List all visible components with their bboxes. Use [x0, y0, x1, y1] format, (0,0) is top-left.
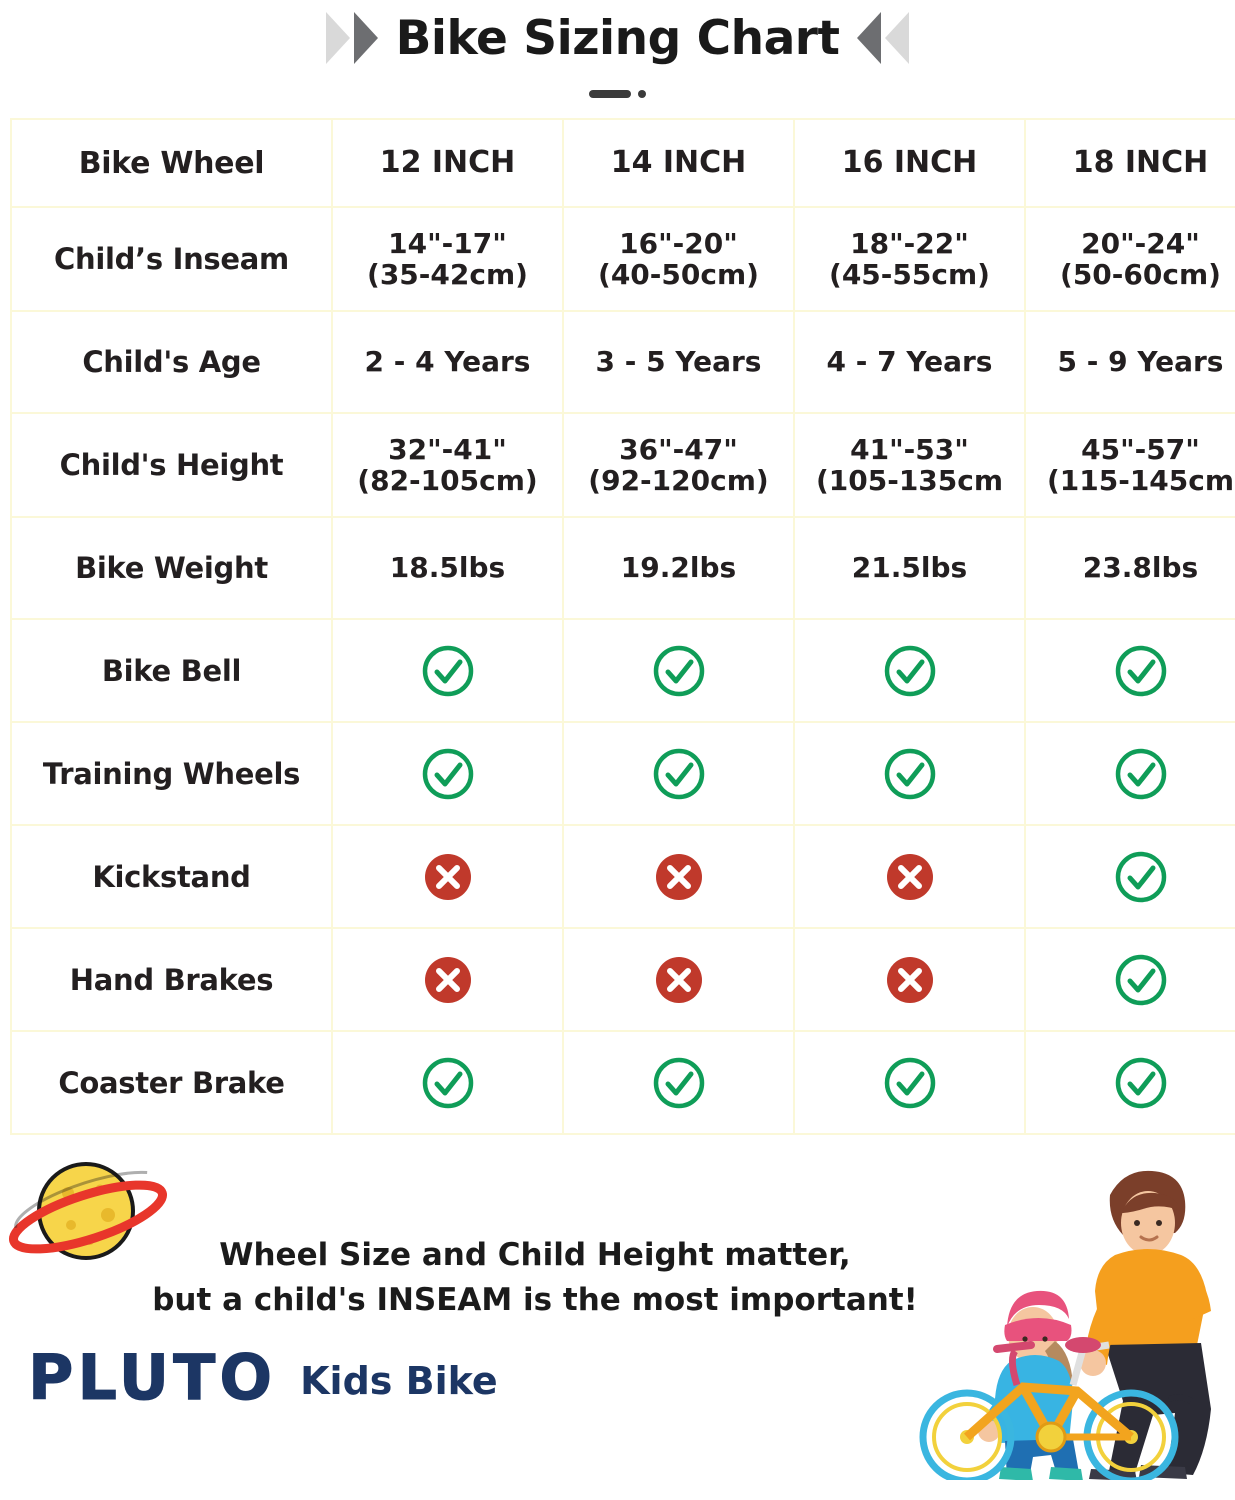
cell-1-4: 20"-24" (50-60cm): [1025, 207, 1235, 311]
cross-circle-icon: [652, 859, 706, 892]
cross-circle-icon: [883, 859, 937, 892]
cell-5-4: [1025, 619, 1235, 722]
bike-sizing-table: [10, 118, 1235, 1135]
check-circle-icon: [883, 756, 937, 789]
cell-6-4: [1025, 722, 1235, 825]
cell-2-2: 3 - 5 Years: [563, 311, 794, 413]
page-footer: [0, 1135, 1235, 1480]
cell-9-1: [332, 1031, 563, 1134]
row-label: Training Wheels: [11, 722, 332, 825]
column-header-1: 12 INCH: [332, 119, 563, 207]
cell-4-3: 21.5lbs: [794, 517, 1025, 619]
cross-circle-icon: [883, 962, 937, 995]
divider-dash: [589, 90, 631, 98]
divider-dot: [638, 90, 646, 98]
check-circle-icon: [421, 756, 475, 789]
cell-6-1: [332, 722, 563, 825]
sizing-table-wrapper: [10, 118, 1235, 1135]
cell-2-4: 5 - 9 Years: [1025, 311, 1235, 413]
column-header-2: 14 INCH: [563, 119, 794, 207]
cell-6-3: [794, 722, 1025, 825]
cell-9-4: [1025, 1031, 1235, 1134]
cell-4-2: 19.2lbs: [563, 517, 794, 619]
check-circle-icon: [1114, 756, 1168, 789]
brand-subtitle: Kids Bike: [300, 1359, 498, 1403]
chevron-group-left: [326, 12, 378, 64]
table-row: [11, 517, 1235, 619]
check-circle-icon: [652, 1065, 706, 1098]
brand-lockup: [28, 1341, 498, 1414]
check-circle-icon: [652, 756, 706, 789]
table-row: [11, 413, 1235, 517]
cell-2-3: 4 - 7 Years: [794, 311, 1025, 413]
cell-3-4: 45"-57" (115-145cm: [1025, 413, 1235, 517]
row-label: Kickstand: [11, 825, 332, 928]
cell-5-1: [332, 619, 563, 722]
cell-7-2: [563, 825, 794, 928]
page-title: Bike Sizing Chart: [395, 10, 840, 66]
row-label: Bike Bell: [11, 619, 332, 722]
brand-name: PLUTO: [28, 1341, 277, 1414]
footer-note-line2: but a child's INSEAM is the most important!: [152, 1281, 918, 1318]
page-header: [0, 0, 1235, 70]
footer-note-line1: Wheel Size and Child Height matter,: [219, 1237, 851, 1273]
cell-8-2: [563, 928, 794, 1031]
chevron-right-icon: [326, 12, 350, 64]
cell-6-2: [563, 722, 794, 825]
table-row: [11, 207, 1235, 311]
cell-5-2: [563, 619, 794, 722]
cell-7-3: [794, 825, 1025, 928]
check-circle-icon: [652, 653, 706, 686]
title-divider: [0, 70, 1235, 118]
cell-1-3: 18"-22" (45-55cm): [794, 207, 1025, 311]
row-label: Coaster Brake: [11, 1031, 332, 1134]
check-circle-icon: [421, 1065, 475, 1098]
cell-1-2: 16"-20" (40-50cm): [563, 207, 794, 311]
table-row: [11, 722, 1235, 825]
cross-circle-icon: [652, 962, 706, 995]
check-circle-icon: [883, 653, 937, 686]
table-row: [11, 619, 1235, 722]
row-label: Hand Brakes: [11, 928, 332, 1031]
table-header-row: [11, 119, 1235, 207]
check-circle-icon: [1114, 1065, 1168, 1098]
check-circle-icon: [421, 653, 475, 686]
cell-3-3: 41"-53" (105-135cm: [794, 413, 1025, 517]
cell-9-2: [563, 1031, 794, 1134]
check-circle-icon: [1114, 653, 1168, 686]
check-circle-icon: [1114, 859, 1168, 892]
row-header-label: Bike Wheel: [11, 119, 332, 207]
cell-8-4: [1025, 928, 1235, 1031]
column-header-3: 16 INCH: [794, 119, 1025, 207]
chevron-left-icon: [885, 12, 909, 64]
cell-7-4: [1025, 825, 1235, 928]
cell-8-3: [794, 928, 1025, 1031]
cross-circle-icon: [421, 962, 475, 995]
footer-note: [120, 1233, 950, 1323]
check-circle-icon: [883, 1065, 937, 1098]
table-row: [11, 1031, 1235, 1134]
cell-3-1: 32"-41" (82-105cm): [332, 413, 563, 517]
cell-7-1: [332, 825, 563, 928]
table-row: [11, 825, 1235, 928]
cell-9-3: [794, 1031, 1025, 1134]
cell-4-1: 18.5lbs: [332, 517, 563, 619]
cell-2-1: 2 - 4 Years: [332, 311, 563, 413]
chevron-right-icon: [354, 12, 378, 64]
cell-8-1: [332, 928, 563, 1031]
cross-circle-icon: [421, 859, 475, 892]
column-header-4: 18 INCH: [1025, 119, 1235, 207]
row-label: Child's Height: [11, 413, 332, 517]
row-label: Child's Age: [11, 311, 332, 413]
table-row: [11, 928, 1235, 1031]
chevron-left-icon: [857, 12, 881, 64]
cell-1-1: 14"-17" (35-42cm): [332, 207, 563, 311]
chevron-group-right: [857, 12, 909, 64]
table-row: [11, 311, 1235, 413]
cell-4-4: 23.8lbs: [1025, 517, 1235, 619]
check-circle-icon: [1114, 962, 1168, 995]
row-label: Child’s Inseam: [11, 207, 332, 311]
cell-3-2: 36"-47" (92-120cm): [563, 413, 794, 517]
cell-5-3: [794, 619, 1025, 722]
parent-and-child-biking-illustration: [905, 1135, 1235, 1480]
row-label: Bike Weight: [11, 517, 332, 619]
